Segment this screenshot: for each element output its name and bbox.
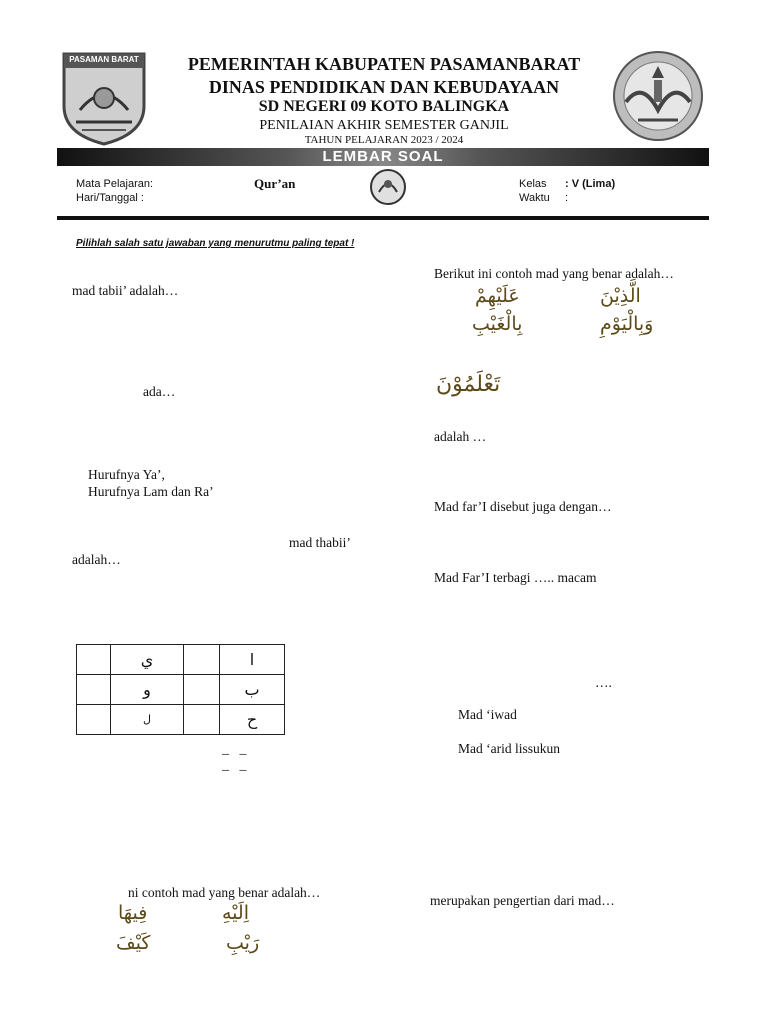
day-date-label: Hari/Tanggal : [76, 192, 144, 204]
table-row [77, 675, 285, 705]
left-question-3-part1: mad thabii’ [289, 535, 351, 550]
grid-cell: ي [111, 645, 184, 675]
left-question-3-part2: adalah… [72, 552, 121, 567]
right-option-2: Mad ‘arid lissukun [458, 741, 560, 756]
right-question-4: Mad Far’I terbagi ….. macam [434, 570, 597, 585]
header-line-year: TAHUN PELAJARAN 2023 / 2024 [304, 134, 464, 146]
header-line-school: SD NEGERI 09 KOTO BALINGKA [258, 98, 510, 115]
table-row [77, 645, 285, 675]
blank-dashes-1: _ _ [222, 742, 247, 757]
grid-cell: ب [220, 675, 285, 705]
table-row [77, 705, 285, 735]
arabic-word-alaihim: عَلَيْهِمْ [475, 285, 520, 307]
arabic-word-kaifa: كَيْفَ [116, 932, 151, 954]
header-line-department: DINAS PENDIDIKAN DAN KEBUDAYAAN [208, 77, 560, 97]
left-question-4: ni contoh mad yang benar adalah… [128, 885, 321, 900]
instruction: Pilihlah salah satu jawaban yang menurutmu paling tepat ! [76, 238, 355, 249]
arabic-word-ilaihi: اِلَيْهِ [222, 902, 249, 924]
title-banner [57, 148, 709, 166]
grid-cell: ح [220, 705, 285, 735]
time-label: Waktu [519, 192, 550, 204]
arabic-word-talamun: تَعْلَمُوْنَ [436, 372, 501, 397]
grid-cell [184, 645, 220, 675]
right-question-2: adalah … [434, 429, 487, 444]
grid-cell [77, 705, 111, 735]
right-question-1: Berikut ini contoh mad yang benar adalah… [434, 266, 674, 281]
time-value: : [565, 192, 569, 204]
arabic-word-bilghaib: بِالْغَيْبِ [472, 313, 523, 335]
arabic-letter-grid [76, 644, 285, 735]
header-divider [57, 216, 709, 220]
right-option-1: Mad ‘iwad [458, 707, 517, 722]
school-emblem [369, 168, 407, 206]
grid-cell: و [111, 675, 184, 705]
class-label: Kelas [519, 178, 547, 190]
grid-cell: ا [220, 645, 285, 675]
left-option-a: Hurufnya Ya’, [88, 467, 165, 482]
subject-value: Qur’an [254, 176, 296, 191]
left-question-1: mad tabii’ adalah… [72, 283, 179, 298]
grid-cell [184, 675, 220, 705]
grid-cell [77, 675, 111, 705]
class-value: : V (Lima) [565, 178, 616, 190]
grid-cell [77, 645, 111, 675]
left-question-2: ada… [143, 384, 176, 399]
header-line-government: PEMERINTAH KABUPATEN PASAMANBARAT [187, 54, 581, 74]
blank-dashes-2: _ _ [222, 758, 247, 773]
arabic-word-raibi: رَيْبِ [226, 932, 260, 954]
district-logo-text: PASAMAN BARAT [69, 55, 139, 64]
arabic-word-alladzina: الَّذِيْنَ [600, 285, 641, 307]
subject-label: Mata Pelajaran: [76, 178, 154, 190]
arabic-word-wabilyaum: وَبِالْيَوْمِ [600, 313, 654, 335]
left-option-b: Hurufnya Lam dan Ra’ [88, 484, 214, 499]
arabic-word-fiha: فِيهَا [118, 902, 148, 924]
header-line-assessment: PENILAIAN AKHIR SEMESTER GANJIL [259, 118, 509, 133]
right-question-5: merupakan pengertian dari mad… [430, 893, 615, 908]
right-ellipsis: …. [595, 675, 612, 690]
right-question-3: Mad far’I disebut juga dengan… [434, 499, 612, 514]
grid-cell: ل [111, 705, 184, 735]
title-banner-text: LEMBAR SOAL [322, 148, 444, 165]
grid-cell [184, 705, 220, 735]
